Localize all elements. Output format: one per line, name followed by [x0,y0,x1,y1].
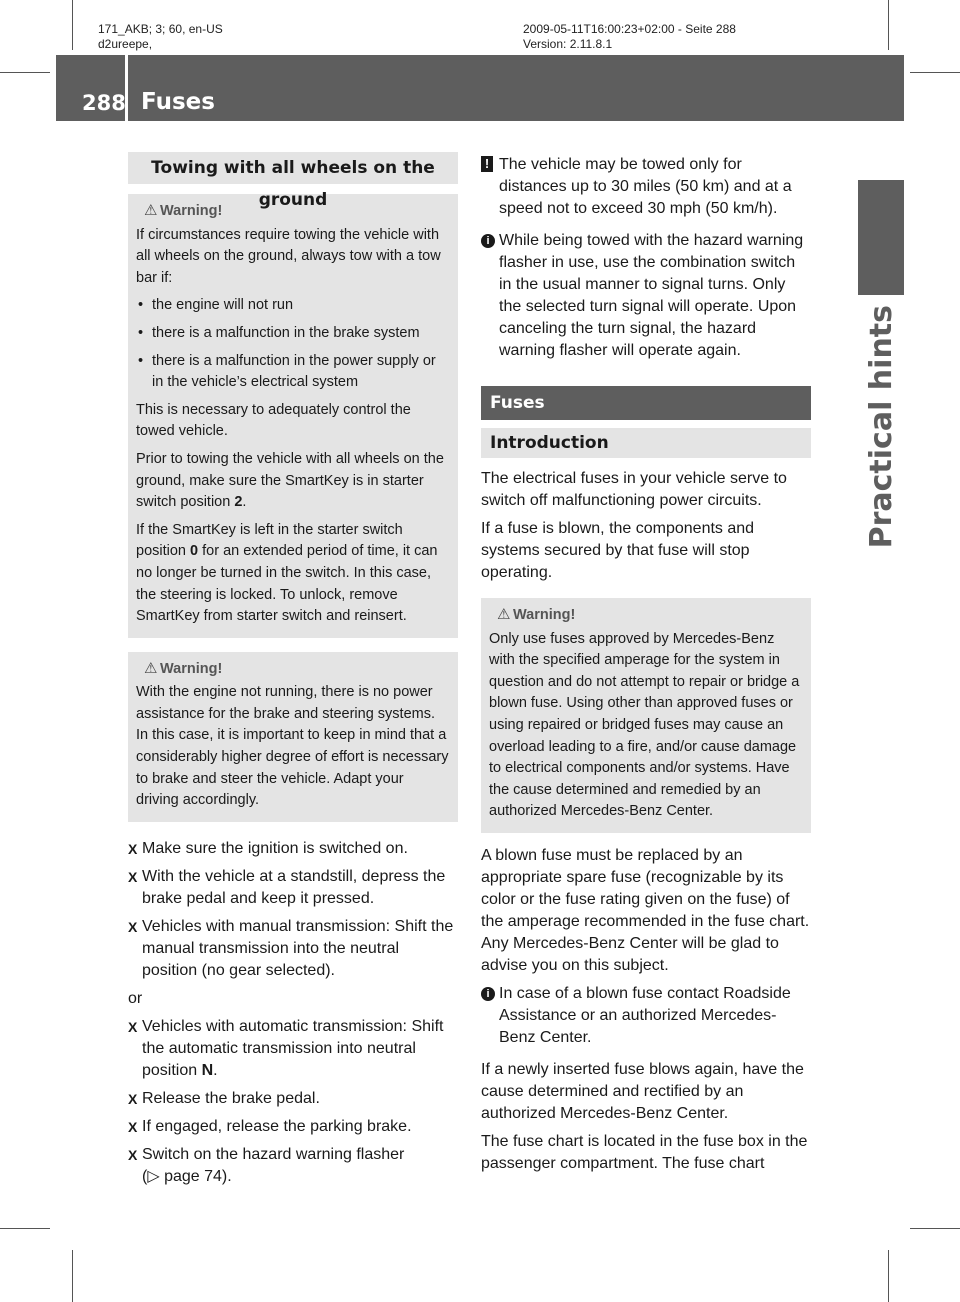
step-arrow-icon: X [128,918,138,935]
warning-paragraph: With the engine not running, there is no power assistance for the brake and steering systems. In this case, it is important to keep in mind that a considerably higher degree of effort is necessary to brake and steer the vehicle. Adapt your driving accordingly. [136,684,449,809]
page-title: Fuses [141,89,215,115]
warning-title-text: Warning! [513,607,576,623]
warning-box-fuses [481,598,811,833]
step-item: X If engaged, release the parking brake. [128,1116,458,1138]
crop-mark [0,72,50,73]
step-item: X Release the brake pedal. [128,1088,458,1110]
body-paragraph: The electrical fuses in your vehicle serve to switch off malfunctioning power circuits. [481,470,787,509]
warning-title [136,658,450,681]
warning-paragraph: Prior to towing the vehicle with all wheels on the ground, make sure the SmartKey is in starter switch position 2. [136,450,444,511]
bullet-icon: • [138,324,144,341]
exclamation-icon: ! [481,156,493,172]
right-column [481,154,811,1181]
crop-mark [910,72,960,73]
info-note: i While being towed with the hazard warning flasher in use, use the combination switch in the usual manner to signal turns. Only the selected turn signal will operate. Upon canceling the turn signal, the hazard warning flasher will operate again. [481,230,811,362]
chapter-label-text: Practical hints [864,305,899,549]
step-item: X Vehicles with automatic transmission: Shift the automatic transmission into neutral position N. [128,1017,444,1079]
warning-box-towing [128,194,458,638]
warning-triangle-icon: ⚠ [497,606,511,623]
step-arrow-icon: X [128,1090,138,1107]
step-arrow-icon: X [128,1118,138,1135]
bullet-text: there is a malfunction in the brake system [152,324,420,341]
warning-title [489,604,803,627]
print-meta-right-line1: 2009-05-11T16:00:23+02:00 - Seite 288 [523,22,736,36]
bullet-icon: • [138,352,144,369]
warning-bullet [136,351,450,394]
caution-note: ! The vehicle may be towed only for distances up to 30 miles (50 km) and at a speed not to exceed 30 mph (50 km/h). [481,154,811,220]
warning-paragraph: This is necessary to adequately control the towed vehicle. [136,401,411,440]
section-title-towing: Towing with all wheels on the ground [128,152,458,184]
warning-triangle-icon: ⚠ [144,202,158,219]
crop-mark [888,0,889,50]
info-icon: i [481,234,495,248]
print-meta-right-line2: Version: 2.11.8.1 [523,37,613,51]
step-item: X With the vehicle at a standstill, depress the brake pedal and keep it pressed. [128,867,446,907]
page-number: 288 [82,91,126,115]
bullet-text: there is a malfunction in the power supply or in the vehicle’s electrical system [152,352,436,391]
step-item: X Make sure the ignition is switched on. [128,838,458,860]
print-meta-right [523,22,736,52]
warning-triangle-icon: ⚠ [144,659,158,677]
page-reference-link[interactable]: (▷ page 74). [142,1167,232,1185]
step-arrow-icon: X [128,868,138,885]
crop-mark [910,1228,960,1229]
warning-paragraph: Only use fuses approved by Mercedes-Benz with the specified amperage for the system in question and do not attempt to repair or bridge a blown fuse. Using other than approved fuses or using repaired or bridged fuses may cause an overload leading to a fire, and/or cause damage to electrical components and/or systems. Have the cause determined and remedied by an authorized Mercedes-Benz Center. [489,630,800,820]
step-item: X Switch on the hazard warning flasher (▷ page 74). [128,1145,405,1185]
info-icon: i [481,987,495,1001]
warning-intro: If circumstances require towing the vehicle with all wheels on the ground, always tow with a tow bar if: [136,226,441,286]
crop-mark [0,1228,50,1229]
print-meta-left [98,22,223,52]
left-column [128,152,458,1194]
step-list [128,838,458,1188]
crop-mark [72,1250,73,1302]
step-arrow-icon: X [128,840,138,857]
body-paragraph: The fuse chart is located in the fuse box in the passenger compartment. The fuse chart [481,1132,808,1172]
warning-box-power [128,652,458,822]
print-meta-left-line2: d2ureepe, [98,37,153,51]
warning-title-text: Warning! [160,203,223,219]
bullet-icon: • [138,297,144,314]
body-paragraph: If a fuse is blown, the components and systems secured by that fuse will stop operating. [481,520,755,581]
warning-bullet [136,295,450,317]
bullet-text: the engine will not run [152,297,294,314]
body-paragraph: A blown fuse must be replaced by an appropriate spare fuse (recognizable by its color or the fuse rating given on the fuse) of the amperage recommended in the fuse chart. Any Mercedes-Benz Center will be glad to advise you on this subject. [481,846,810,974]
crop-mark [72,0,73,50]
chapter-tab [858,180,904,295]
crop-mark [888,1250,889,1302]
step-item: X Vehicles with manual transmission: Shift the manual transmission into the neutral position (no gear selected). [128,917,454,979]
warning-title-text: Warning! [160,660,223,677]
section-heading-fuses: Fuses [481,386,811,420]
warning-paragraph: If the SmartKey is left in the starter switch position 0 for an extended period of time, it can no longer be turned in the switch. In this case, the steering is locked. To unlock, remove SmartKey from starter switch and reinsert. [136,521,438,625]
section-heading-introduction: Introduction [481,428,811,458]
or-text: or [128,989,143,1007]
warning-bullet [136,323,450,345]
info-note: i In case of a blown fuse contact Roadside Assistance or an authorized Mercedes-Benz Center. [481,983,811,1049]
chapter-label [862,305,902,635]
step-arrow-icon: X [128,1018,138,1035]
print-meta-left-line1: 171_AKB; 3; 60, en-US [98,22,223,36]
body-paragraph: If a newly inserted fuse blows again, have the cause determined and rectified by an authorized Mercedes-Benz Center. [481,1060,804,1122]
step-arrow-icon: X [128,1146,138,1163]
